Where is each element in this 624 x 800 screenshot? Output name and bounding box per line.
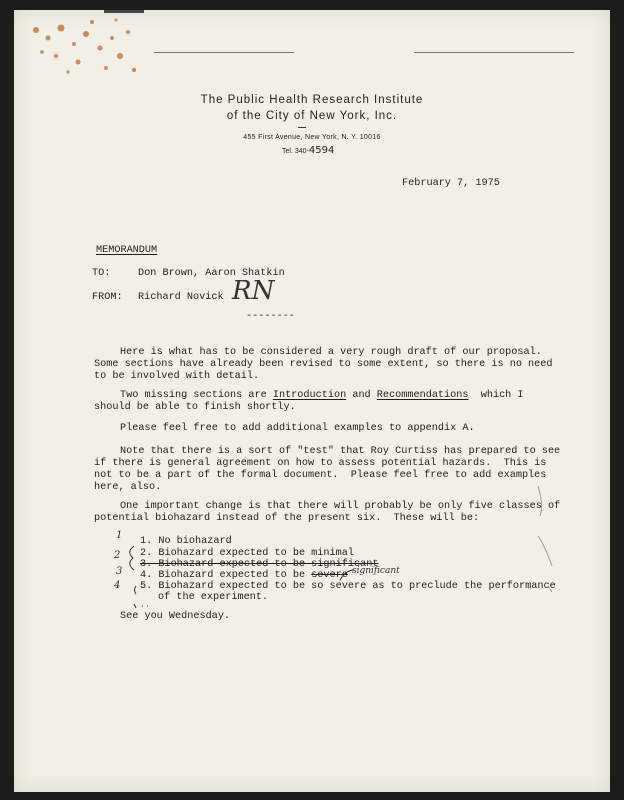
paragraph-2-line-2: should be able to finish shortly. xyxy=(94,402,296,413)
list-item-1: 1. No biohazard xyxy=(140,536,232,547)
to-value: Don Brown, Aaron Shatkin xyxy=(138,268,285,279)
tel-number: 4594 xyxy=(308,145,335,156)
paragraph-4-line-2: if there is general agreement on how to assess potential hazards. This is xyxy=(94,458,547,469)
list-item-2: 2. Biohazard expected to be minimal xyxy=(140,548,354,559)
handwritten-initials: RN xyxy=(232,276,275,306)
from-value: Richard Novick xyxy=(138,292,224,303)
list-bracket-mark xyxy=(130,546,134,570)
paragraph-1-line-2: Some sections have already been revised to some extent, so there is no need xyxy=(94,359,553,370)
from-label: FROM: xyxy=(92,292,123,303)
letterhead-address: 455 First Avenue, New York, N. Y. 10016 xyxy=(243,134,381,141)
paragraph-4-line-4: here, also. xyxy=(94,482,162,493)
memo-heading: MEMORANDUM xyxy=(96,245,158,256)
closing-line: See you Wednesday. xyxy=(120,611,231,622)
item-5-insert-mark xyxy=(340,570,354,580)
paragraph-3: Please feel free to add additional examples to appendix A. xyxy=(120,423,475,434)
handwritten-correction: significant xyxy=(352,566,400,576)
list-item-3: 3. Biohazard expected to be significant xyxy=(140,559,379,570)
paragraph-1-line-1: Here is what has to be considered a very rough draft of our proposal. xyxy=(120,347,542,358)
list-item-4-text: 4. Biohazard expected to be xyxy=(140,570,312,581)
pencil-dots xyxy=(134,604,148,608)
page-crease xyxy=(538,486,552,592)
to-label: TO: xyxy=(92,268,111,279)
p2-introduction: Introduction xyxy=(272,390,347,401)
margin-note-4: 4 xyxy=(114,580,121,591)
memo-separator: -------- xyxy=(246,311,295,322)
item-5-mark xyxy=(135,586,137,594)
paragraph-5-line-1: One important change is that there will probably be only five classes of xyxy=(120,501,561,512)
p2-recommendations: Recommendations xyxy=(376,390,469,401)
list-item-4-struck: severe xyxy=(311,570,348,581)
list-item-5-continued: of the experiment. xyxy=(158,592,269,603)
letterhead-line-1: The Public Health Research Institute xyxy=(200,94,424,106)
memo-date: February 7, 1975 xyxy=(402,178,500,189)
p2-text-post: which I xyxy=(468,390,524,401)
margin-note-1: 1 xyxy=(116,530,123,541)
margin-note-3: 3 xyxy=(116,566,123,577)
paragraph-4-line-3: not to be a part of the formal document. Please feel free to add examples xyxy=(94,470,547,481)
paragraph-1-line-3: to be involved with detail. xyxy=(94,371,260,382)
list-item-5: 5. Biohazard expected to be so severe as to preclude the performance xyxy=(140,581,556,592)
p2-text-and: and xyxy=(346,390,377,401)
margin-note-2: 2 xyxy=(114,550,121,561)
paragraph-5-line-2: potential biohazard instead of the present six. These will be: xyxy=(94,513,480,524)
tel-label: Tel. 340- xyxy=(282,148,309,155)
letterhead-line-2: of the City of New York, Inc. xyxy=(226,110,398,122)
p2-text: Two missing sections are xyxy=(120,390,273,401)
paragraph-4-line-1: Note that there is a sort of "test" that Roy Curtiss has prepared to see xyxy=(120,446,561,457)
